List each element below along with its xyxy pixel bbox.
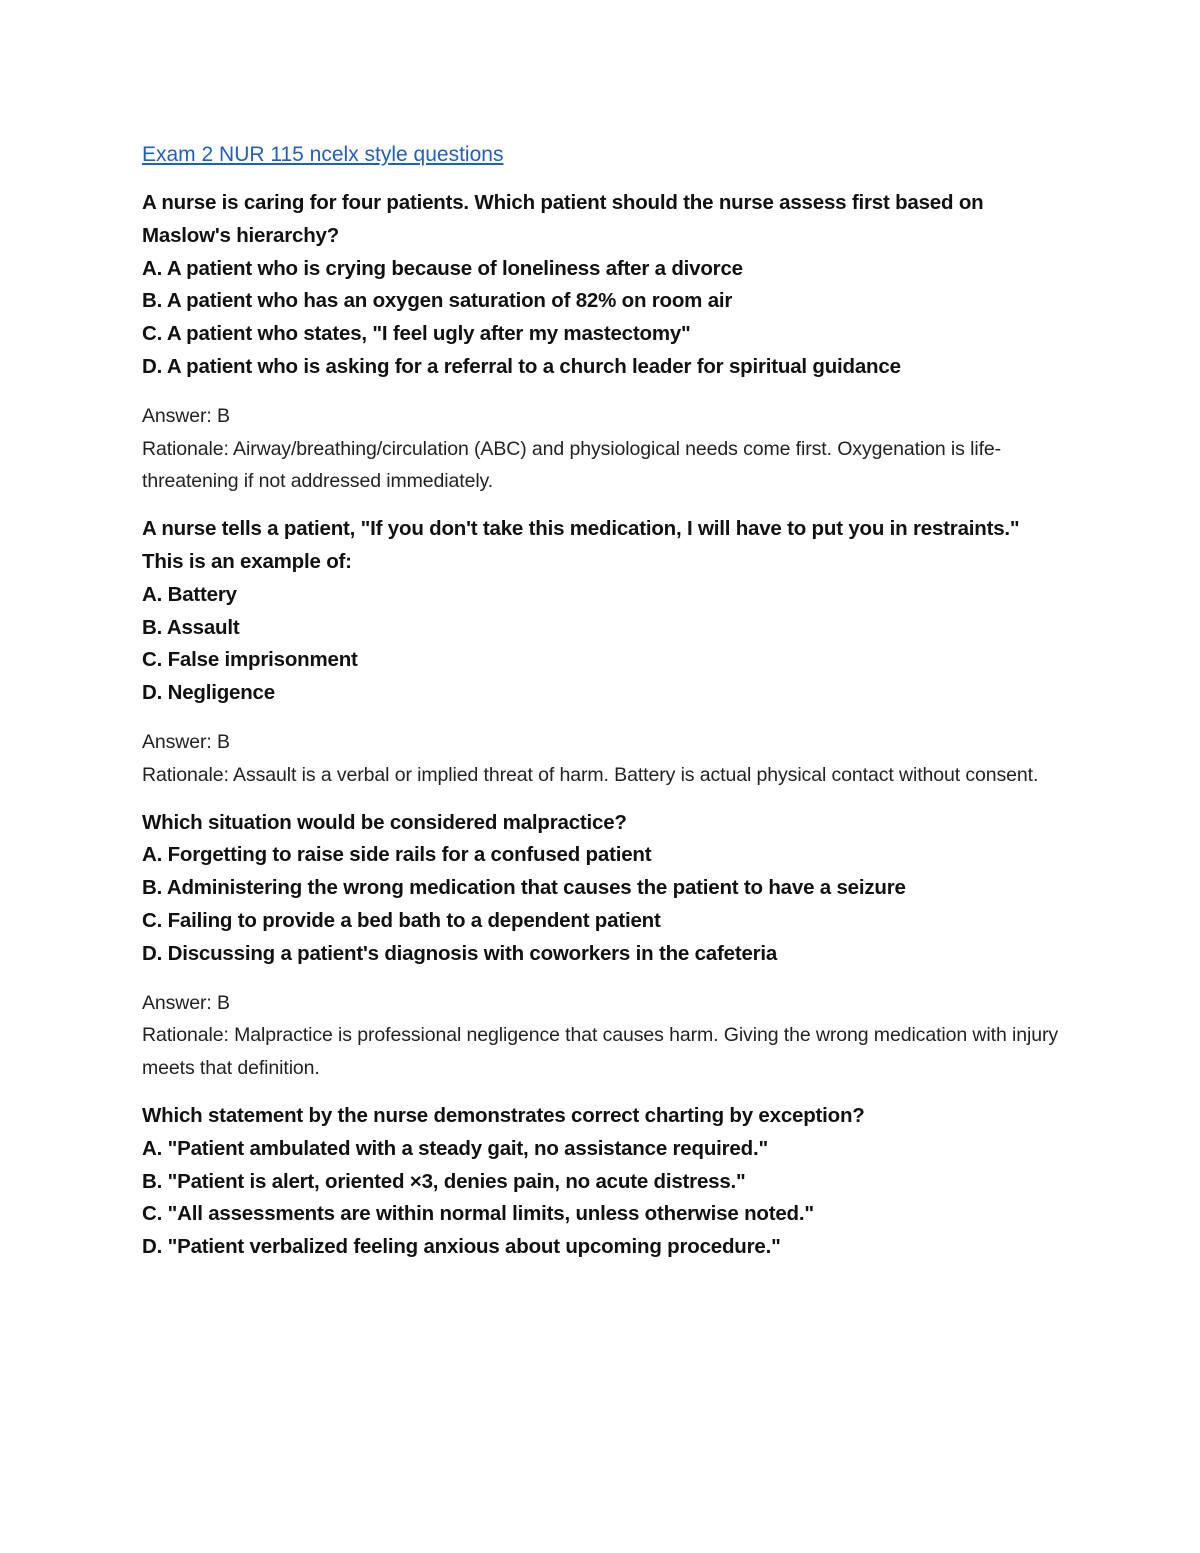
question-stem: A nurse tells a patient, "If you don't take this medication, I will have to put you in restraints." This is an example of: (142, 517, 1020, 573)
question-option-a: A. "Patient ambulated with a steady gait, no assistance required." (142, 1136, 768, 1160)
question-option-d: D. Discussing a patient's diagnosis with coworkers in the cafeteria (142, 941, 778, 965)
question-stem: Which situation would be considered malpractice? (142, 810, 627, 834)
document-page (142, 138, 1062, 1264)
question-4 (142, 1100, 1062, 1264)
question-2 (142, 513, 1062, 710)
question-option-b: B. A patient who has an oxygen saturation of 82% on room air (142, 289, 733, 313)
question-option-c: C. Failing to provide a bed bath to a dependent patient (142, 908, 661, 932)
rationale-text: Rationale: Malpractice is professional negligence that causes harm. Giving the wrong medication with injury meets that definition. (142, 1024, 1059, 1080)
question-1 (142, 187, 1062, 384)
question-option-c: C. False imprisonment (142, 648, 358, 672)
answer-block-2 (142, 726, 1062, 792)
question-option-a: A. A patient who is crying because of loneliness after a divorce (142, 256, 743, 280)
question-option-c: C. A patient who states, "I feel ugly after my mastectomy" (142, 322, 691, 346)
question-option-a: A. Battery (142, 582, 237, 606)
rationale-text: Rationale: Airway/breathing/circulation (ABC) and physiological needs come first. Oxygenation is life-threatening if not addressed immediately. (142, 437, 1002, 493)
question-option-b: B. Assault (142, 615, 240, 639)
question-stem: A nurse is caring for four patients. Which patient should the nurse assess first based on Maslow's hierarchy? (142, 191, 984, 247)
question-option-b: B. Administering the wrong medication that causes the patient to have a seizure (142, 876, 906, 900)
answer-text: Answer: B (142, 991, 230, 1014)
question-option-d: D. "Patient verbalized feeling anxious about upcoming procedure." (142, 1235, 781, 1259)
answer-text: Answer: B (142, 730, 230, 753)
question-3 (142, 807, 1062, 971)
answer-text: Answer: B (142, 404, 230, 427)
question-option-d: D. Negligence (142, 681, 275, 705)
rationale-text: Rationale: Assault is a verbal or implied threat of harm. Battery is actual physical contact without consent. (142, 763, 1039, 786)
answer-block-3 (142, 987, 1062, 1085)
question-option-a: A. Forgetting to raise side rails for a confused patient (142, 843, 652, 867)
answer-block-1 (142, 400, 1062, 498)
question-option-d: D. A patient who is asking for a referral to a church leader for spiritual guidance (142, 354, 901, 378)
question-option-c: C. "All assessments are within normal limits, unless otherwise noted." (142, 1202, 814, 1226)
question-option-b: B. "Patient is alert, oriented ×3, denies pain, no acute distress." (142, 1169, 746, 1193)
question-stem: Which statement by the nurse demonstrates correct charting by exception? (142, 1103, 865, 1127)
document-title[interactable]: Exam 2 NUR 115 ncelx style questions (142, 143, 504, 166)
